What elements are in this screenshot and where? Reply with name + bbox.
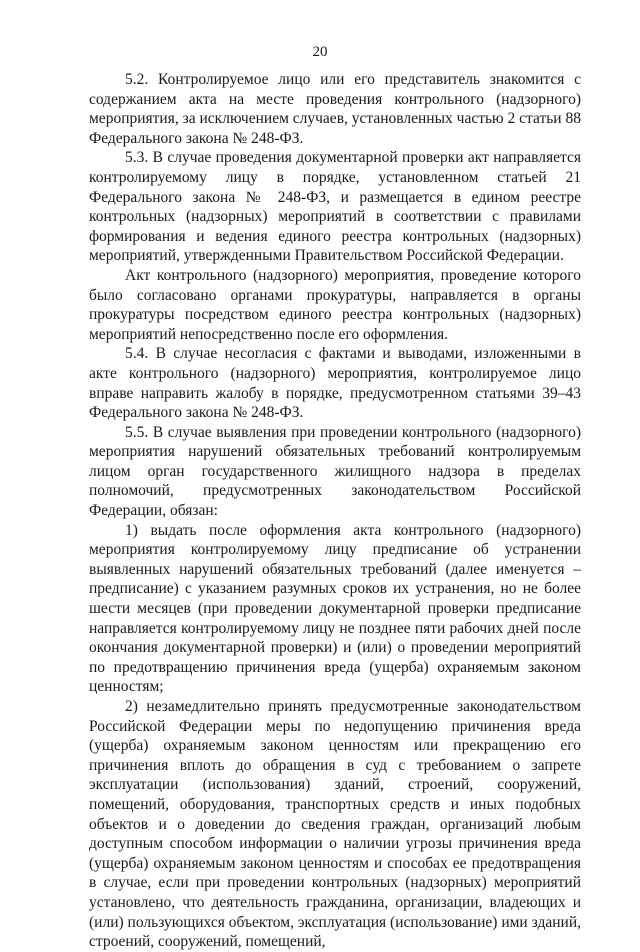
paragraph-5-2: 5.2. Контролируемое лицо или его представитель знакомится с содержанием акта на месте проведения контрольного (надзорного) мероприятия, за исключением случаев, установленных частью 2 статьи 88 Федерального закона № 248-ФЗ. [89, 71, 581, 147]
paragraph-act-prosecution: Акт контрольного (надзорного) мероприятия, проведение которого было согласовано органами прокуратуры, направляется в органы прокуратуры посредством единого реестра контрольных (надзорных) мероприятий непосредственно после его оформления. [89, 266, 581, 343]
list-item-2: 2) незамедлительно принять предусмотренные законодательством Российской Федерации меры по недопущению причинения вреда (ущерба) охраняемым законом ценностям или прекращению его причинения вплоть до обращения в суд с требованием о запрете эксплуатации (использования) зданий, строений, сооружений, помещений, оборудования, транспортных средств и иных подобных объектов и о доведении до сведения граждан, организаций любым доступным способом информации о наличии угрозы причинения вреда (ущерба) охраняемым законом ценностям и способах ее предотвращения в случае, если при проведении контрольных (надзорных) мероприятий установлено, что деятельность гражданина, организации, владеющих и (или) пользующихся объектом, эксплуатация (использование) ими зданий, строений, сооружений, помещений, [89, 698, 581, 951]
document-body [89, 70, 581, 952]
page-number: 20 [312, 44, 328, 60]
paragraph-5-4: 5.4. В случае несогласия с фактами и выводами, изложенными в акте контрольного (надзорного) мероприятия, контролируемое лицо вправе направить жалобу в порядке, предусмотренном статьями 39–43 Федерального закона № 248-ФЗ. [89, 345, 581, 422]
paragraph-5-3: 5.3. В случае проведения документарной проверки акт направляется контролируемому лицу в порядке, установленном статьей 21 Федерального закона № 248-ФЗ, и размещается в едином реестре контрольных (надзорных) мероприятий в соответствии с правилами формирования и ведения единого реестра контрольных (надзорных) мероприятий, утвержденными Правительством Российской Федерации. [89, 149, 581, 265]
list-item-1: 1) выдать после оформления акта контрольного (надзорного) мероприятия контролируемому лицу предписание об устранении выявленных нарушений обязательных требований (далее именуется – предписание) с указанием разумных сроков их устранения, но не более шести месяцев (при проведении документарной проверки предписание направляется контролируемому лицу не позднее пяти рабочих дней после окончания документарной проверки) и (или) о проведении мероприятий по предотвращению причинения вреда (ущерба) охраняемым законом ценностям; [89, 521, 581, 696]
paragraph-5-5: 5.5. В случае выявления при проведении контрольного (надзорного) мероприятия нарушений обязательных требований контролируемым лицом орган государственного жилищного надзора в пределах полномочий, предусмотренных законодательством Российской Федерации, обязан: [89, 423, 581, 520]
